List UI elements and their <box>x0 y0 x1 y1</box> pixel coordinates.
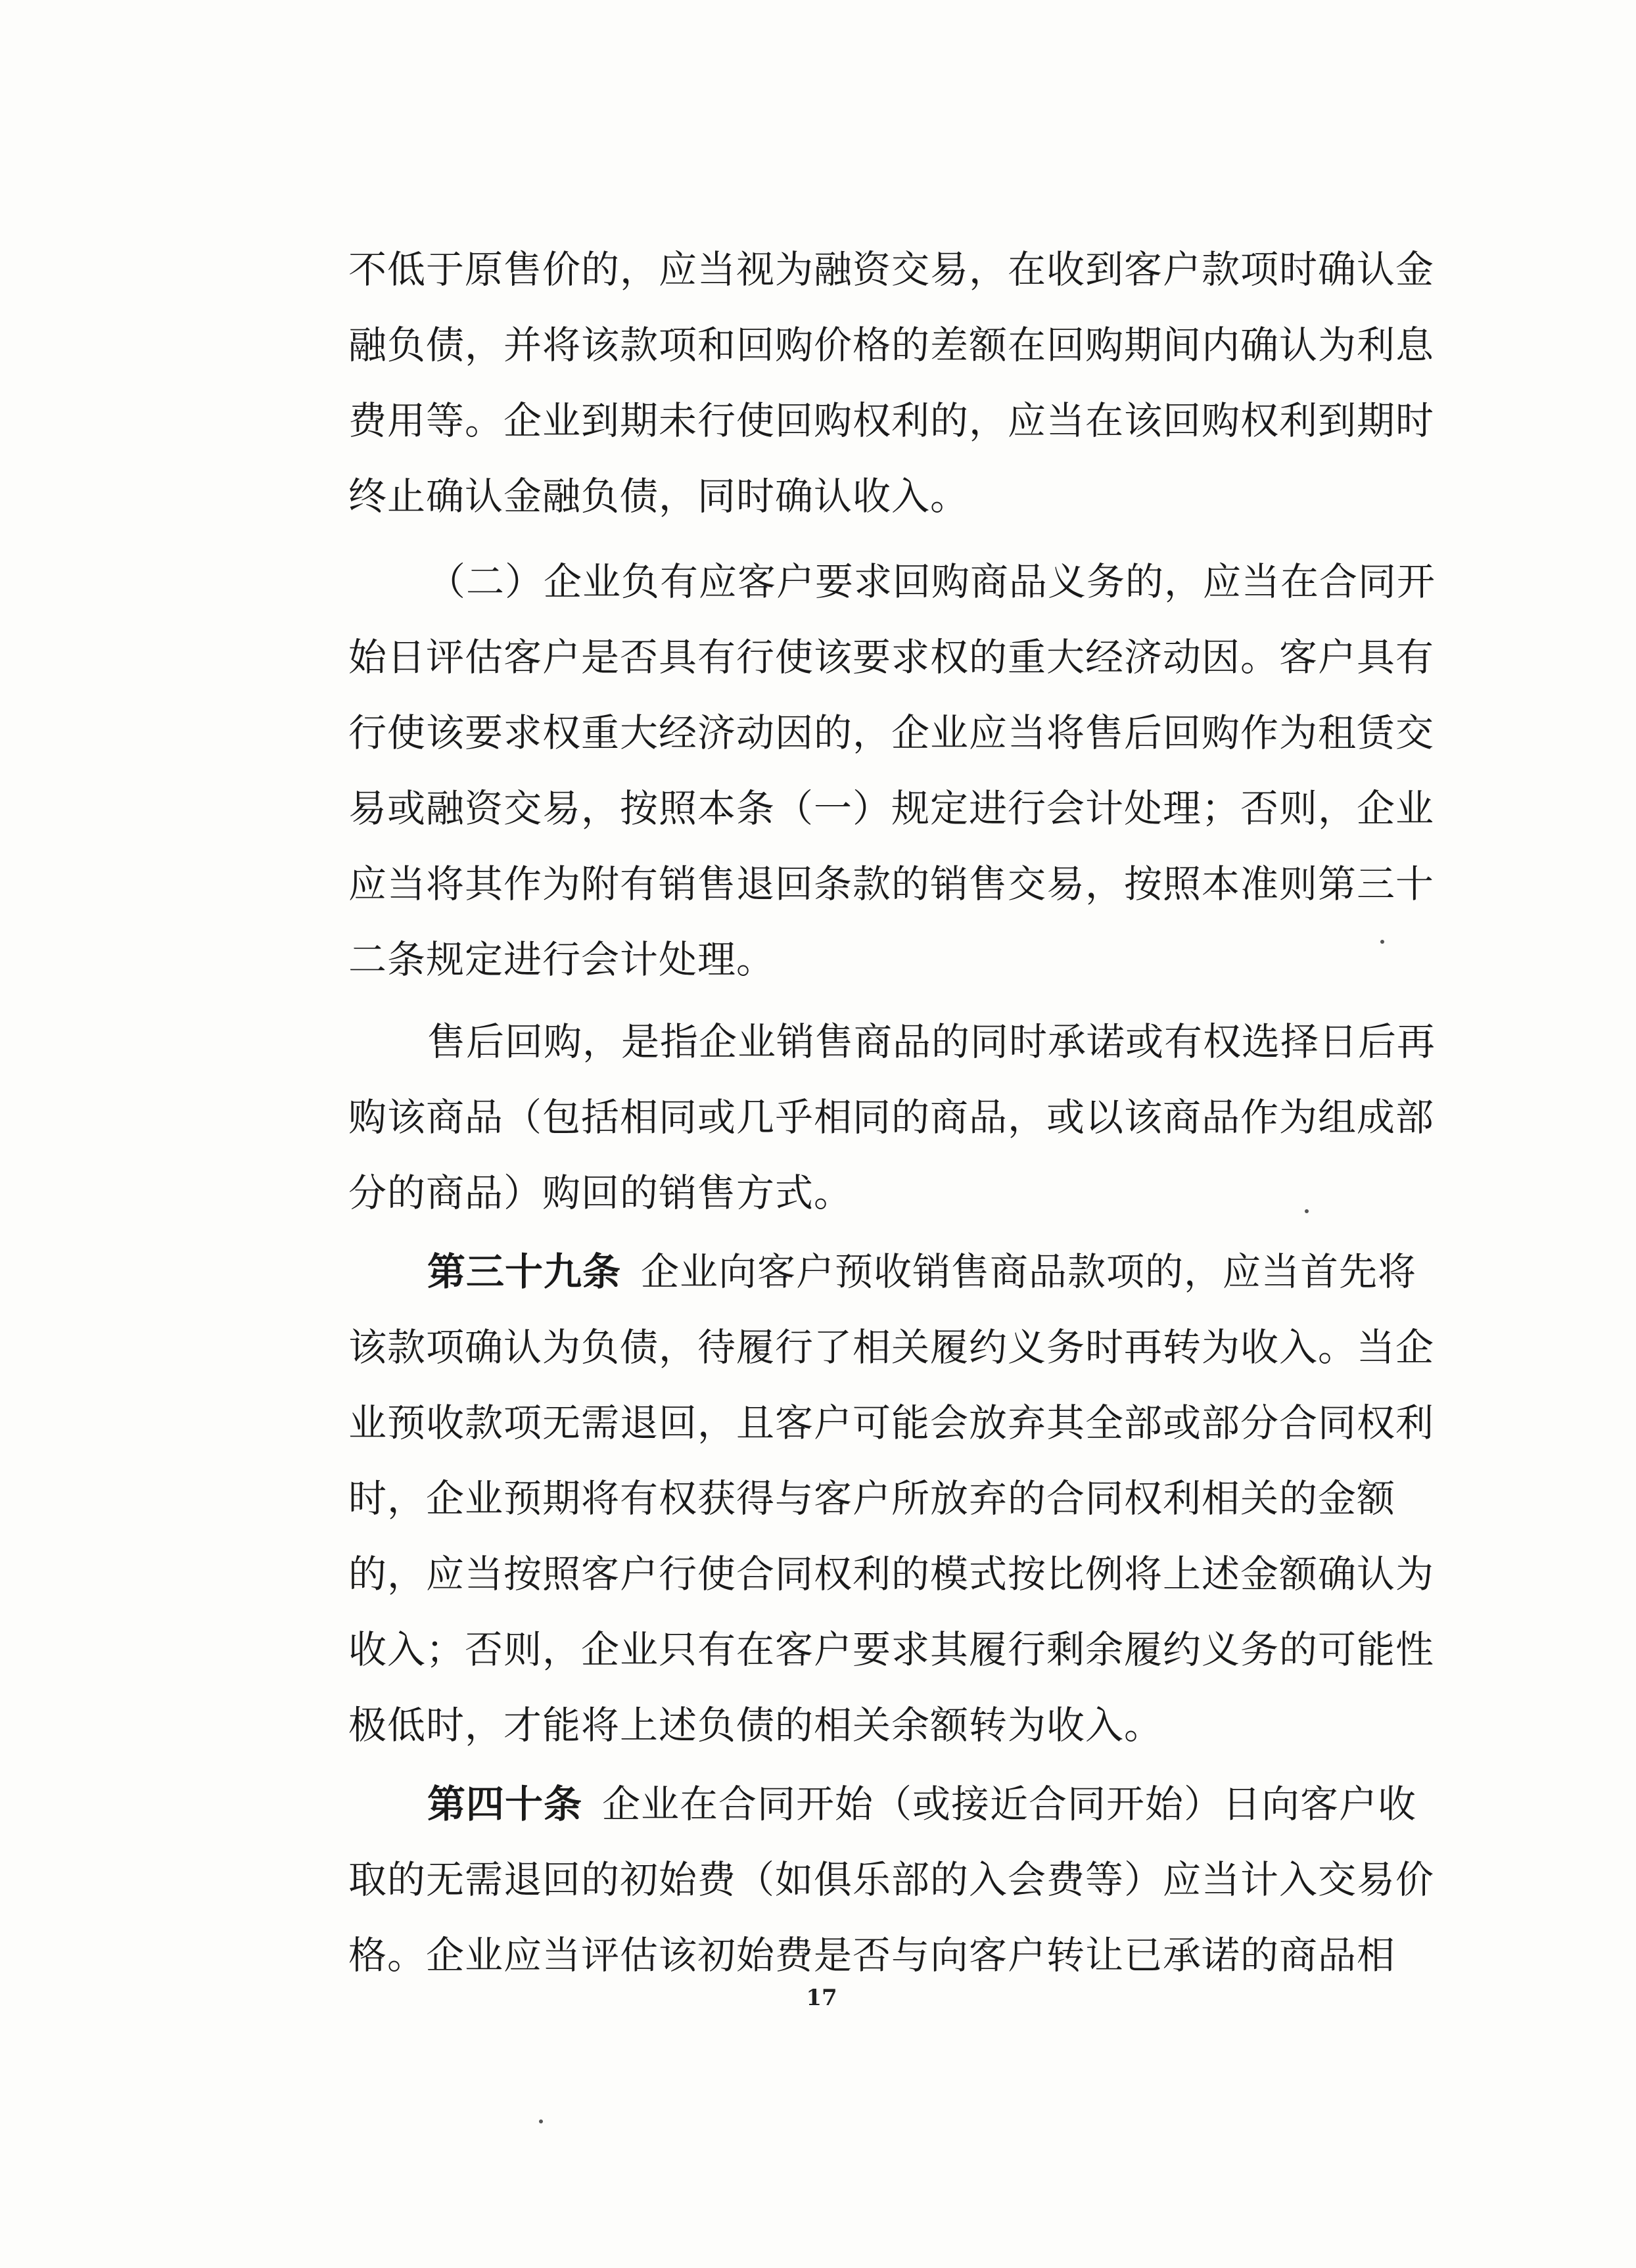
scan-speck <box>1305 1209 1309 1213</box>
article-heading: 第四十条 <box>427 1782 583 1826</box>
text-line: 的，应当按照客户行使合同权利的模式按比例将上述金额确认为 <box>348 1552 1435 1596</box>
text-line: 终止确认金融负债，同时确认收入。 <box>348 474 970 519</box>
text-line: 收入；否则，企业只有在客户要求其履行剩余履约义务的可能性 <box>348 1627 1435 1672</box>
text-line: 应当将其作为附有销售退回条款的销售交易，按照本准则第三十 <box>348 862 1435 906</box>
text-line: 融负债，并将该款项和回购价格的差额在回购期间内确认为利息 <box>348 323 1435 367</box>
article-heading: 第三十九条 <box>427 1249 622 1294</box>
scan-speck <box>1380 940 1384 944</box>
text-line: 该款项确认为负债，待履行了相关履约义务时再转为收入。当企 <box>348 1325 1435 1370</box>
text-line: 企业在合同开始（或接近合同开始）日向客户收 <box>602 1782 1417 1826</box>
article-40-first-line <box>427 1778 1417 1830</box>
text-line: 极低时，才能将上述负债的相关余额转为收入。 <box>348 1703 1163 1747</box>
text-line: 时，企业预期将有权获得与客户所放弃的合同权利相关的金额 <box>348 1476 1396 1521</box>
page-number: 17 <box>806 1985 837 2011</box>
text-line: 不低于原售价的，应当视为融资交易，在收到客户款项时确认金 <box>348 247 1435 292</box>
text-line: 售后回购，是指企业销售商品的同时承诺或有权选择日后再 <box>427 1019 1436 1064</box>
text-line: 二条规定进行会计处理。 <box>348 937 776 982</box>
text-line: 费用等。企业到期未行使回购权利的，应当在该回购权利到期时 <box>348 398 1435 443</box>
text-line: （二）企业负有应客户要求回购商品义务的，应当在合同开 <box>427 559 1436 604</box>
text-line: 格。企业应当评估该初始费是否与向客户转让已承诺的商品相 <box>348 1933 1396 1978</box>
text-line: 业预收款项无需退回，且客户可能会放弃其全部或部分合同权利 <box>348 1400 1435 1445</box>
scan-speck <box>539 2119 543 2123</box>
text-line: 易或融资交易，按照本条（一）规定进行会计处理；否则，企业 <box>348 786 1435 831</box>
text-line: 企业向客户预收销售商品款项的，应当首先将 <box>641 1249 1417 1294</box>
text-line: 购该商品（包括相同或几乎相同的商品，或以该商品作为组成部 <box>348 1095 1435 1140</box>
article-39-first-line <box>427 1245 1417 1298</box>
text-line: 取的无需退回的初始费（如俱乐部的入会费等）应当计入交易价 <box>348 1857 1435 1902</box>
text-line: 始日评估客户是否具有行使该要求权的重大经济动因。客户具有 <box>348 635 1435 680</box>
text-line: 分的商品）购回的销售方式。 <box>348 1170 853 1215</box>
text-line: 行使该要求权重大经济动因的，企业应当将售后回购作为租赁交 <box>348 710 1435 755</box>
